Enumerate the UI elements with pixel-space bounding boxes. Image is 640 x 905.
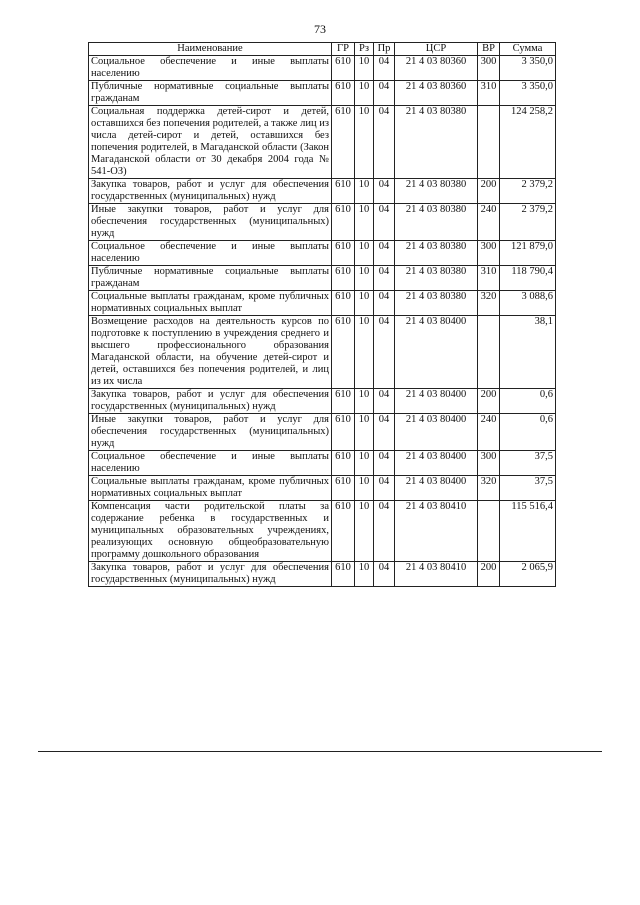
page-number: 73	[314, 22, 326, 36]
cell-name: Закупка товаров, работ и услуг для обеспечения государственных (муниципальных) нужд	[89, 389, 332, 414]
cell-gr: 610	[332, 476, 355, 501]
cell-pr: 04	[374, 266, 395, 291]
cell-name: Социальное обеспечение и иные выплаты населению	[89, 451, 332, 476]
table-row	[89, 204, 556, 241]
cell-gr: 610	[332, 241, 355, 266]
cell-name: Закупка товаров, работ и услуг для обеспечения государственных (муниципальных) нужд	[89, 179, 332, 204]
header-rz: Рз	[355, 43, 374, 56]
table-row	[89, 106, 556, 179]
cell-pr: 04	[374, 241, 395, 266]
cell-pr: 04	[374, 204, 395, 241]
cell-sum: 0,6	[500, 414, 556, 451]
cell-gr: 610	[332, 414, 355, 451]
cell-csr: 21 4 03 80400	[395, 451, 478, 476]
cell-rz: 10	[355, 56, 374, 81]
cell-name: Публичные нормативные социальные выплаты гражданам	[89, 266, 332, 291]
cell-pr: 04	[374, 501, 395, 562]
cell-sum: 37,5	[500, 476, 556, 501]
cell-vr: 240	[478, 204, 500, 241]
cell-vr: 240	[478, 414, 500, 451]
cell-gr: 610	[332, 291, 355, 316]
cell-name: Иные закупки товаров, работ и услуг для обеспечения государственных (муниципальных) нужд	[89, 204, 332, 241]
cell-name: Социальное обеспечение и иные выплаты населению	[89, 241, 332, 266]
cell-gr: 610	[332, 316, 355, 389]
header-vr: ВР	[478, 43, 500, 56]
table-row	[89, 501, 556, 562]
cell-vr: 300	[478, 56, 500, 81]
cell-pr: 04	[374, 316, 395, 389]
cell-sum: 2 065,9	[500, 562, 556, 587]
cell-rz: 10	[355, 389, 374, 414]
cell-csr: 21 4 03 80380	[395, 204, 478, 241]
cell-csr: 21 4 03 80380	[395, 106, 478, 179]
cell-gr: 610	[332, 179, 355, 204]
cell-vr	[478, 501, 500, 562]
footer-divider	[38, 751, 602, 752]
cell-vr: 200	[478, 179, 500, 204]
cell-csr: 21 4 03 80380	[395, 291, 478, 316]
table-row	[89, 389, 556, 414]
table-row	[89, 476, 556, 501]
cell-vr	[478, 106, 500, 179]
cell-csr: 21 4 03 80380	[395, 241, 478, 266]
cell-sum: 37,5	[500, 451, 556, 476]
cell-gr: 610	[332, 204, 355, 241]
cell-rz: 10	[355, 81, 374, 106]
cell-sum: 3 350,0	[500, 56, 556, 81]
table-row	[89, 241, 556, 266]
cell-rz: 10	[355, 266, 374, 291]
cell-rz: 10	[355, 291, 374, 316]
cell-vr: 300	[478, 451, 500, 476]
cell-rz: 10	[355, 414, 374, 451]
cell-sum: 2 379,2	[500, 179, 556, 204]
cell-gr: 610	[332, 266, 355, 291]
cell-vr: 310	[478, 81, 500, 106]
cell-sum: 2 379,2	[500, 204, 556, 241]
cell-vr: 320	[478, 476, 500, 501]
cell-csr: 21 4 03 80400	[395, 389, 478, 414]
cell-gr: 610	[332, 389, 355, 414]
cell-sum: 118 790,4	[500, 266, 556, 291]
cell-name: Социальные выплаты гражданам, кроме публичных нормативных социальных выплат	[89, 291, 332, 316]
cell-pr: 04	[374, 389, 395, 414]
cell-name: Социальная поддержка детей-сирот и детей, оставшихся без попечения родителей, а также лиц из числа детей-сирот и детей, оставшихся без попечения родителей, в Магаданской области (Закон Магаданской области от 30 декабря 2004 года № 541-ОЗ)	[89, 106, 332, 179]
cell-rz: 10	[355, 476, 374, 501]
cell-gr: 610	[332, 451, 355, 476]
cell-gr: 610	[332, 562, 355, 587]
cell-name: Иные закупки товаров, работ и услуг для обеспечения государственных (муниципальных) нужд	[89, 414, 332, 451]
table-row	[89, 56, 556, 81]
table-row	[89, 451, 556, 476]
cell-pr: 04	[374, 179, 395, 204]
cell-name: Закупка товаров, работ и услуг для обеспечения государственных (муниципальных) нужд	[89, 562, 332, 587]
cell-pr: 04	[374, 476, 395, 501]
cell-name: Компенсация части родительской платы за содержание ребенка в государственных и муниципальных образовательных учреждениях, реализующих основную общеобразовательную программу дошкольного образования	[89, 501, 332, 562]
budget-table	[88, 42, 556, 587]
cell-gr: 610	[332, 56, 355, 81]
cell-rz: 10	[355, 106, 374, 179]
cell-rz: 10	[355, 179, 374, 204]
header-gr: ГР	[332, 43, 355, 56]
cell-csr: 21 4 03 80400	[395, 414, 478, 451]
cell-name: Возмещение расходов на деятельность курсов по подготовке к поступлению в учреждения среднего и высшего профессионального образования Магаданской области, на обучение детей-сирот и детей, оставшихся без попечения родителей, и лиц из их числа	[89, 316, 332, 389]
cell-csr: 21 4 03 80400	[395, 476, 478, 501]
cell-sum: 3 350,0	[500, 81, 556, 106]
table-row	[89, 316, 556, 389]
header-name: Наименование	[89, 43, 332, 56]
cell-rz: 10	[355, 501, 374, 562]
cell-csr: 21 4 03 80400	[395, 316, 478, 389]
table-row	[89, 562, 556, 587]
cell-rz: 10	[355, 316, 374, 389]
header-pr: Пр	[374, 43, 395, 56]
cell-pr: 04	[374, 291, 395, 316]
cell-pr: 04	[374, 81, 395, 106]
cell-sum: 38,1	[500, 316, 556, 389]
table-row	[89, 81, 556, 106]
cell-name: Социальные выплаты гражданам, кроме публичных нормативных социальных выплат	[89, 476, 332, 501]
cell-csr: 21 4 03 80410	[395, 501, 478, 562]
cell-csr: 21 4 03 80360	[395, 81, 478, 106]
table-header-row	[89, 43, 556, 56]
cell-vr: 320	[478, 291, 500, 316]
cell-gr: 610	[332, 81, 355, 106]
cell-csr: 21 4 03 80360	[395, 56, 478, 81]
table-row	[89, 266, 556, 291]
cell-sum: 121 879,0	[500, 241, 556, 266]
cell-gr: 610	[332, 501, 355, 562]
cell-vr: 200	[478, 389, 500, 414]
cell-sum: 115 516,4	[500, 501, 556, 562]
cell-csr: 21 4 03 80410	[395, 562, 478, 587]
cell-pr: 04	[374, 56, 395, 81]
cell-rz: 10	[355, 451, 374, 476]
cell-vr: 300	[478, 241, 500, 266]
cell-rz: 10	[355, 204, 374, 241]
cell-pr: 04	[374, 106, 395, 179]
cell-vr	[478, 316, 500, 389]
cell-pr: 04	[374, 414, 395, 451]
cell-csr: 21 4 03 80380	[395, 266, 478, 291]
header-sum: Сумма	[500, 43, 556, 56]
cell-vr: 200	[478, 562, 500, 587]
cell-vr: 310	[478, 266, 500, 291]
cell-name: Публичные нормативные социальные выплаты гражданам	[89, 81, 332, 106]
table-row	[89, 414, 556, 451]
cell-csr: 21 4 03 80380	[395, 179, 478, 204]
header-csr: ЦСР	[395, 43, 478, 56]
cell-pr: 04	[374, 562, 395, 587]
table-row	[89, 291, 556, 316]
cell-name: Социальное обеспечение и иные выплаты населению	[89, 56, 332, 81]
cell-sum: 3 088,6	[500, 291, 556, 316]
cell-gr: 610	[332, 106, 355, 179]
table-row	[89, 179, 556, 204]
cell-pr: 04	[374, 451, 395, 476]
cell-sum: 124 258,2	[500, 106, 556, 179]
cell-rz: 10	[355, 562, 374, 587]
cell-sum: 0,6	[500, 389, 556, 414]
cell-rz: 10	[355, 241, 374, 266]
